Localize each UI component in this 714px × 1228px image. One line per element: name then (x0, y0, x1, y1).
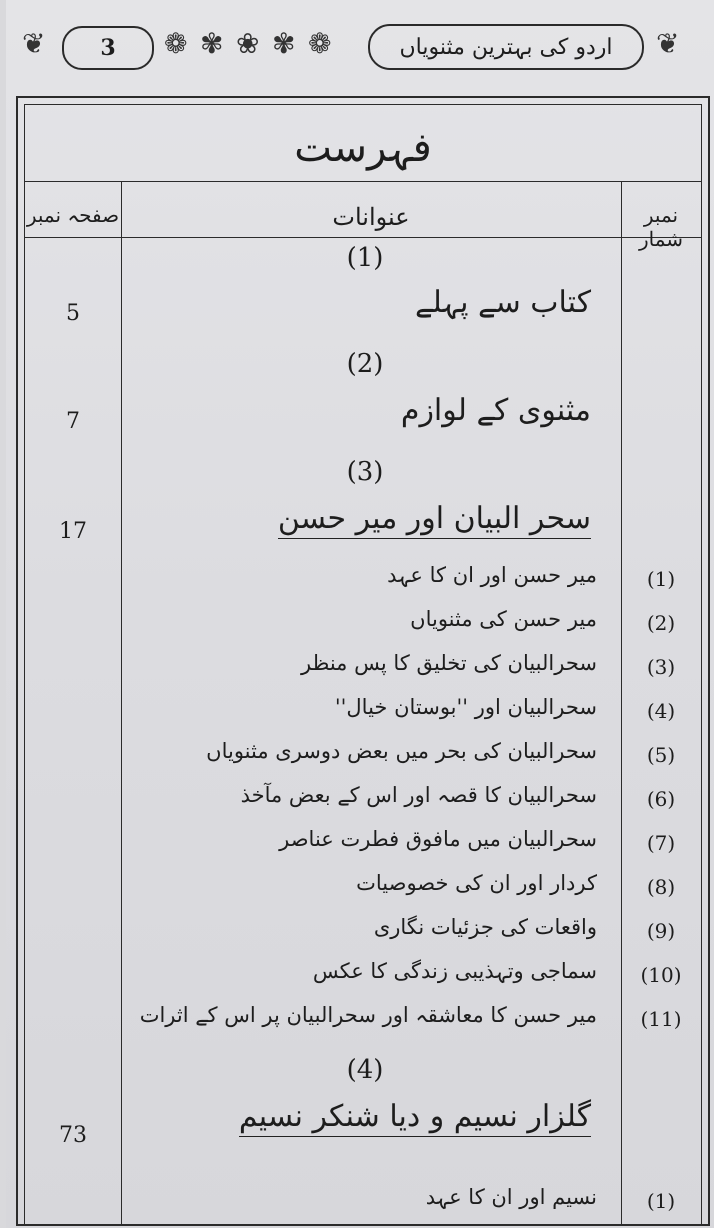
section-number: (3) (346, 457, 384, 487)
item-number: (10) (640, 963, 682, 987)
page-number: 3 (62, 26, 154, 70)
column-header-serial: نمبر شمار (638, 203, 684, 251)
item-text: واقعات کی جزئیات نگاری (373, 915, 597, 939)
item-text: سحرالبیان کی بحر میں بعض دوسری مثنویاں (206, 739, 597, 763)
page-ref: 7 (66, 409, 80, 434)
item-text: کردار اور ان کی خصوصیات (356, 871, 597, 895)
left-ornament-icon: ❦ (22, 27, 46, 60)
item-text: میر حسن کا معاشقہ اور سحرالبیان پر اس کے اثرات (139, 1003, 597, 1027)
item-number: (9) (646, 919, 676, 943)
column-header-topics: عنوانات (332, 203, 410, 231)
divider (25, 181, 701, 182)
page-header (0, 18, 714, 74)
toc-frame (16, 96, 710, 1226)
section-title: سحر البیان اور میر حسن (278, 501, 591, 539)
item-text: سماجی وتہذیبی زندگی کا عکس (312, 959, 597, 983)
column-header-page: صفحہ نمبر (26, 203, 120, 227)
running-title: اردو کی بہترین مثنویاں (368, 24, 644, 70)
section-title: گلزار نسیم و دیا شنکر نسیم (239, 1099, 591, 1137)
item-text: نسیم اور ان کا عہد (425, 1185, 597, 1209)
section-title: کتاب سے پہلے (415, 285, 591, 320)
floral-ornament-icon: ❀ (236, 27, 260, 60)
item-number: (3) (646, 655, 676, 679)
toc-table (24, 104, 702, 1224)
floral-ornament-icon: ❁ (164, 27, 188, 60)
floral-ornament-icon: ❁ (308, 27, 332, 60)
floral-ornament-icon: ✾ (272, 27, 296, 60)
item-number: (4) (646, 699, 676, 723)
page-ref: 5 (66, 301, 80, 326)
item-text: میر حسن اور ان کا عہد (387, 563, 597, 587)
section-title: مثنوی کے لوازم (400, 393, 591, 428)
item-text: سحرالبیان کی تخلیق کا پس منظر (301, 651, 597, 675)
page-ref: 73 (59, 1123, 87, 1148)
item-text: سحرالبیان میں مافوق فطرت عناصر (279, 827, 597, 851)
item-number: (7) (646, 831, 676, 855)
section-number: (4) (346, 1055, 384, 1085)
section-number: (2) (346, 349, 384, 379)
item-number: (5) (646, 743, 676, 767)
item-text: میر حسن کی مثنویاں (410, 607, 597, 631)
item-number: (2) (646, 611, 676, 635)
divider (25, 237, 701, 238)
item-number: (8) (646, 875, 676, 899)
item-number: (1) (646, 567, 676, 591)
item-text: سحرالبیان اور ''بوستان خیال'' (334, 695, 597, 719)
floral-ornament-icon: ✾ (200, 27, 224, 60)
page-ref: 17 (59, 519, 87, 544)
item-number: (1) (646, 1189, 676, 1213)
item-number: (6) (646, 787, 676, 811)
section-number: (1) (346, 243, 384, 273)
right-ornament-icon: ❦ (656, 27, 680, 60)
toc-title: فہرست (294, 125, 432, 171)
item-text: سحرالبیان کا قصہ اور اس کے بعض مآخذ (240, 783, 597, 807)
column-divider (121, 181, 122, 1224)
item-number: (11) (640, 1007, 682, 1031)
